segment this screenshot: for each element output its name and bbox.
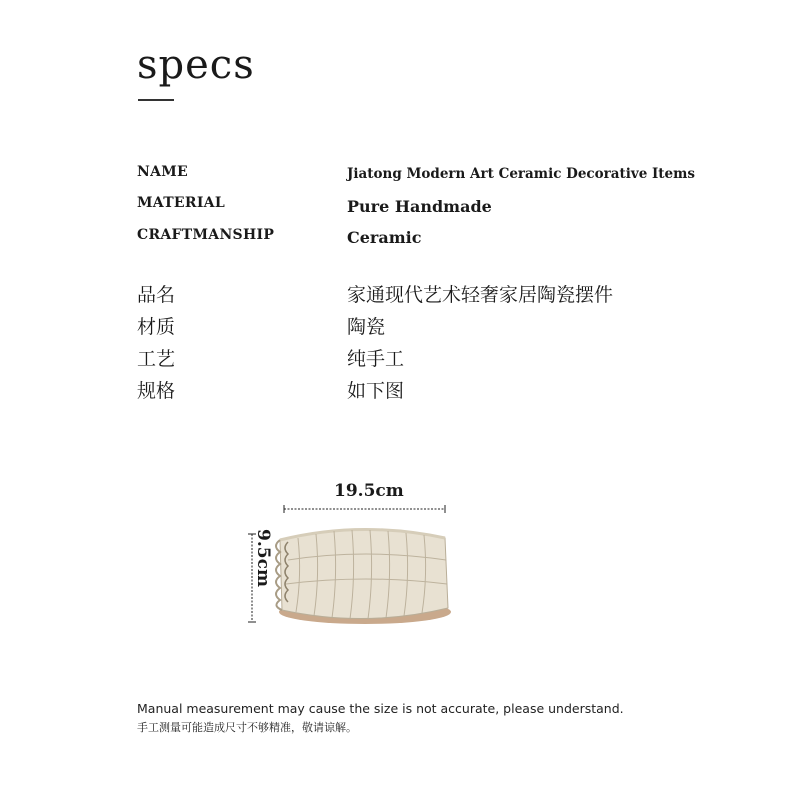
- page-title: specs: [137, 42, 255, 88]
- spec-cn-value-name: 家通现代艺术轻奢家居陶瓷摆件: [347, 284, 614, 306]
- spec-cn-value-size: 如下图: [347, 380, 405, 402]
- spec-cn-value-craft: 纯手工: [347, 348, 405, 370]
- title-underline: [138, 99, 174, 101]
- height-dimension-line: [248, 534, 256, 622]
- spec-value-name: Jiatong Modern Art Ceramic Decorative Items: [347, 166, 696, 182]
- ceramic-bowl: [276, 529, 451, 624]
- measurement-note-cn: 手工测量可能造成尺寸不够精准，敬请谅解。: [137, 721, 357, 734]
- spec-cn-value-material: 陶瓷: [347, 316, 386, 338]
- spec-value-craftmanship: Ceramic: [347, 228, 422, 247]
- spec-label-name: NAME: [137, 164, 189, 180]
- spec-cn-label-name: 品名: [137, 284, 176, 306]
- product-image: [240, 500, 460, 640]
- spec-label-craftmanship: CRAFTMANSHIP: [137, 227, 275, 243]
- width-dimension-line: [284, 505, 445, 513]
- spec-value-material: Pure Handmade: [347, 197, 492, 216]
- spec-cn-label-material: 材质: [137, 316, 176, 338]
- spec-cn-label-craft: 工艺: [137, 348, 176, 370]
- spec-label-material: MATERIAL: [137, 195, 225, 211]
- measurement-note-en: Manual measurement may cause the size is not accurate, please understand.: [137, 701, 624, 716]
- spec-cn-label-size: 规格: [137, 380, 176, 402]
- dimension-width-label: 19.5cm: [334, 481, 404, 501]
- dimension-height-label: 9.5cm: [253, 529, 273, 587]
